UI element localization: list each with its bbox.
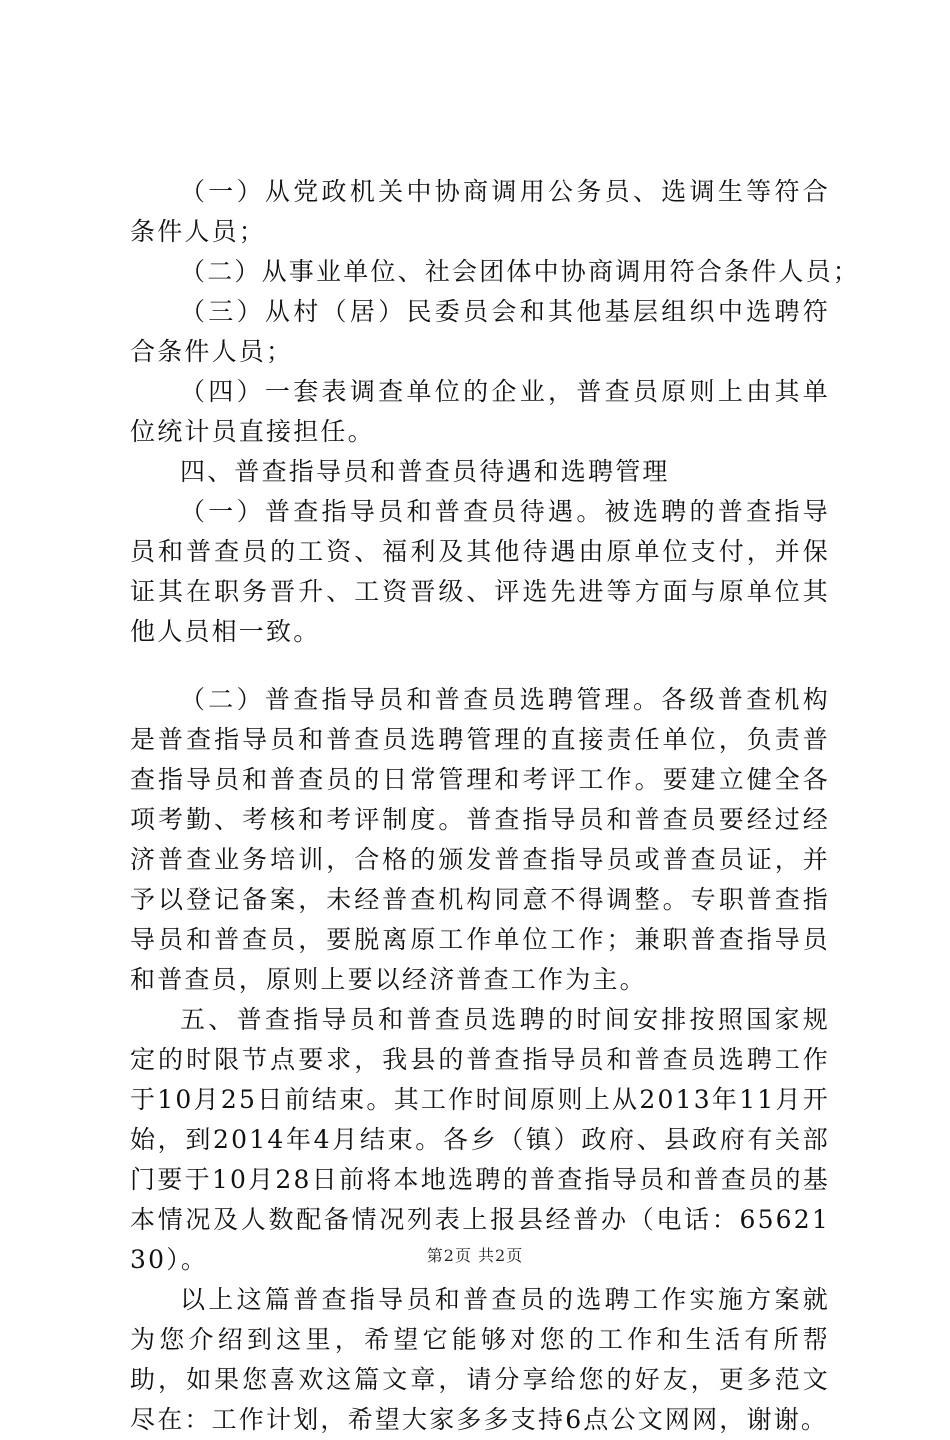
paragraph-sub-item-4: （四）一套表调查单位的企业，普查员原则上由其单位统计员直接担任。 (130, 377, 830, 446)
page-footer: 第2页 共2页 (426, 1246, 524, 1265)
paragraph-schedule: 五、普查指导员和普查员选聘的时间安排按照国家规定的时限节点要求，我县的普查指导员和普查员选聘工作于10月25日前结束。其工作时间原则上从2013年11月开始，到2014年4月结束。各乡（镇）政府、县政府有关部门要于10月28日前将本地选聘的普查指导员和普查员的基本情况及人数配备情况列表上报县经普办（电话：6562130）。 (130, 1005, 830, 1274)
paragraph-closing: 以上这篇普查指导员和普查员的选聘工作实施方案就为您介绍到这里，希望它能够对您的工作和生活有所帮助，如果您喜欢这篇文章，请分享给您的好友，更多范文尽在：工作计划，希望大家多多支持6点公文网网，谢谢。 (130, 1285, 830, 1434)
section-heading-4: 四、普查指导员和普查员待遇和选聘管理 (180, 457, 670, 486)
paragraph-management: （二）普查指导员和普查员选聘管理。各级普查机构是普查指导员和普查员选聘管理的直接责任单位，负责普查指导员和普查员的日常管理和考评工作。要建立健全各项考勤、考核和考评制度。普查指导员和普查员要经过经济普查业务培训，合格的颁发普查指导员或普查员证，并予以登记备案，未经普查机构同意不得调整。专职普查指导员和普查员，要脱离原工作单位工作；兼职普查指导员和普查员，原则上要以经济普查工作为主。 (130, 685, 830, 994)
paragraph-sub-item-2: （二）从事业单位、社会团体中协商调用符合条件人员； (180, 257, 861, 286)
paragraph-sub-item-3: （三）从村（居）民委员会和其他基层组织中选聘符合条件人员； (130, 297, 830, 366)
paragraph-gap (130, 652, 830, 680)
paragraph-treatment: （一）普查指导员和普查员待遇。被选聘的普查指导员和普查员的工资、福利及其他待遇由原单位支付，并保证其在职务晋升、工资晋级、评选先进等方面与原单位其他人员相一致。 (130, 497, 830, 646)
paragraph-sub-item-1: （一）从党政机关中协商调用公务员、选调生等符合条件人员； (130, 177, 830, 246)
